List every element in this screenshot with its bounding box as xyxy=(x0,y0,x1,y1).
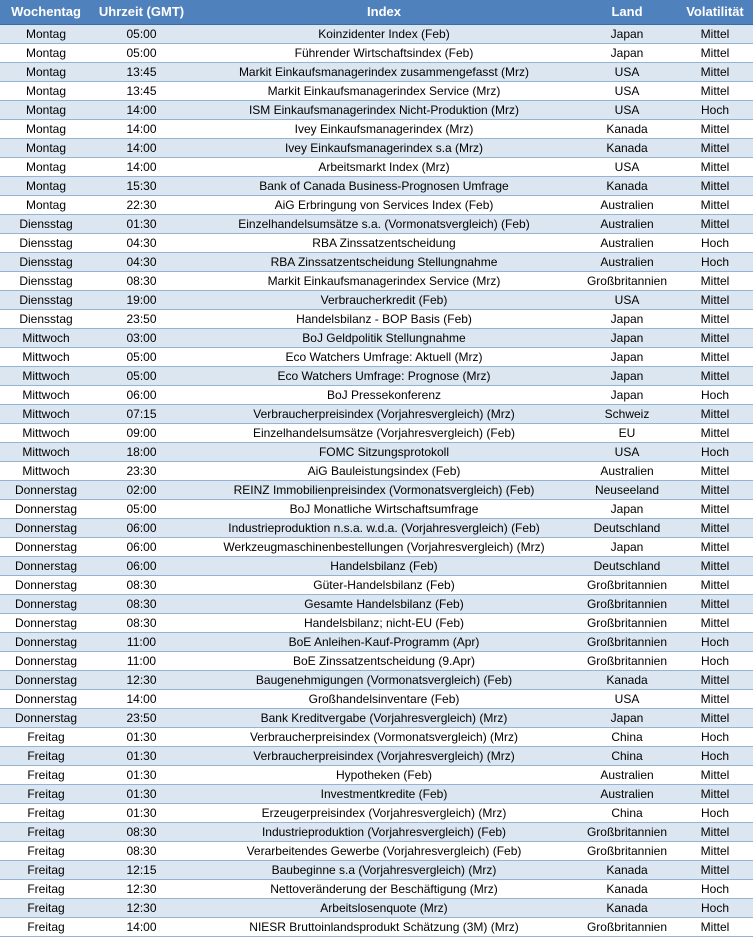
country-cell: Großbritannien xyxy=(577,822,677,841)
weekday-cell: Montag xyxy=(0,138,92,157)
weekday-cell: Montag xyxy=(0,81,92,100)
weekday-cell: Freitag xyxy=(0,803,92,822)
index-cell: Hypotheken (Feb) xyxy=(191,765,577,784)
index-cell: Gesamte Handelsbilanz (Feb) xyxy=(191,594,577,613)
index-cell: Bank Kreditvergabe (Vorjahresvergleich) (Mrz) xyxy=(191,708,577,727)
volatility-cell: Mittel xyxy=(677,841,753,860)
time-cell: 06:00 xyxy=(92,518,191,537)
time-cell: 11:00 xyxy=(92,632,191,651)
volatility-cell: Mittel xyxy=(677,556,753,575)
table-row xyxy=(0,803,753,822)
time-cell: 15:30 xyxy=(92,176,191,195)
time-cell: 08:30 xyxy=(92,613,191,632)
volatility-cell: Hoch xyxy=(677,233,753,252)
time-cell: 19:00 xyxy=(92,290,191,309)
weekday-cell: Montag xyxy=(0,100,92,119)
weekday-cell: Diensstag xyxy=(0,233,92,252)
index-cell: Handelsbilanz (Feb) xyxy=(191,556,577,575)
index-cell: REINZ Immobilienpreisindex (Vormonatsvergleich) (Feb) xyxy=(191,480,577,499)
volatility-cell: Mittel xyxy=(677,119,753,138)
volatility-cell: Mittel xyxy=(677,708,753,727)
weekday-cell: Montag xyxy=(0,62,92,81)
index-cell: Investmentkredite (Feb) xyxy=(191,784,577,803)
weekday-cell: Donnerstag xyxy=(0,518,92,537)
country-cell: Neuseeland xyxy=(577,480,677,499)
weekday-cell: Donnerstag xyxy=(0,670,92,689)
index-cell: Markit Einkaufsmanagerindex Service (Mrz) xyxy=(191,271,577,290)
table-row xyxy=(0,214,753,233)
index-cell: Verbraucherkredit (Feb) xyxy=(191,290,577,309)
time-cell: 12:30 xyxy=(92,879,191,898)
index-cell: RBA Zinssatzentscheidung Stellungnahme xyxy=(191,252,577,271)
volatility-cell: Mittel xyxy=(677,347,753,366)
time-cell: 14:00 xyxy=(92,138,191,157)
country-cell: USA xyxy=(577,290,677,309)
index-cell: Industrieproduktion n.s.a. w.d.a. (Vorjahresvergleich) (Feb) xyxy=(191,518,577,537)
volatility-cell: Mittel xyxy=(677,480,753,499)
time-cell: 01:30 xyxy=(92,765,191,784)
weekday-cell: Mittwoch xyxy=(0,328,92,347)
time-cell: 12:15 xyxy=(92,860,191,879)
weekday-cell: Diensstag xyxy=(0,252,92,271)
index-cell: BoJ Monatliche Wirtschaftsumfrage xyxy=(191,499,577,518)
time-cell: 14:00 xyxy=(92,917,191,936)
index-cell: AiG Erbringung von Services Index (Feb) xyxy=(191,195,577,214)
volatility-cell: Mittel xyxy=(677,575,753,594)
country-cell: Kanada xyxy=(577,119,677,138)
volatility-cell: Hoch xyxy=(677,252,753,271)
country-cell: Japan xyxy=(577,499,677,518)
table-row xyxy=(0,24,753,43)
country-cell: Australien xyxy=(577,765,677,784)
header-index: Index xyxy=(191,0,577,24)
time-cell: 23:50 xyxy=(92,309,191,328)
time-cell: 03:00 xyxy=(92,328,191,347)
volatility-cell: Mittel xyxy=(677,423,753,442)
country-cell: Kanada xyxy=(577,670,677,689)
index-cell: Verbraucherpreisindex (Vormonatsvergleich) (Mrz) xyxy=(191,727,577,746)
country-cell: USA xyxy=(577,81,677,100)
weekday-cell: Mittwoch xyxy=(0,404,92,423)
country-cell: Großbritannien xyxy=(577,841,677,860)
volatility-cell: Mittel xyxy=(677,176,753,195)
index-cell: Verbraucherpreisindex (Vorjahresvergleich) (Mrz) xyxy=(191,746,577,765)
time-cell: 05:00 xyxy=(92,366,191,385)
time-cell: 13:45 xyxy=(92,62,191,81)
time-cell: 14:00 xyxy=(92,689,191,708)
index-cell: Baubeginne s.a (Vorjahresvergleich) (Mrz) xyxy=(191,860,577,879)
country-cell: EU xyxy=(577,423,677,442)
weekday-cell: Montag xyxy=(0,43,92,62)
index-cell: Verarbeitendes Gewerbe (Vorjahresvergleich) (Feb) xyxy=(191,841,577,860)
table-row xyxy=(0,328,753,347)
index-cell: Markit Einkaufsmanagerindex Service (Mrz) xyxy=(191,81,577,100)
weekday-cell: Montag xyxy=(0,24,92,43)
volatility-cell: Mittel xyxy=(677,81,753,100)
index-cell: FOMC Sitzungsprotokoll xyxy=(191,442,577,461)
volatility-cell: Mittel xyxy=(677,328,753,347)
volatility-cell: Mittel xyxy=(677,290,753,309)
weekday-cell: Donnerstag xyxy=(0,689,92,708)
table-row xyxy=(0,689,753,708)
table-row xyxy=(0,100,753,119)
weekday-cell: Mittwoch xyxy=(0,347,92,366)
index-cell: BoE Zinssatzentscheidung (9.Apr) xyxy=(191,651,577,670)
country-cell: Kanada xyxy=(577,138,677,157)
country-cell: Japan xyxy=(577,366,677,385)
index-cell: RBA Zinssatzentscheidung xyxy=(191,233,577,252)
table-row xyxy=(0,613,753,632)
table-row xyxy=(0,480,753,499)
volatility-cell: Mittel xyxy=(677,43,753,62)
country-cell: Japan xyxy=(577,328,677,347)
time-cell: 06:00 xyxy=(92,385,191,404)
volatility-cell: Mittel xyxy=(677,138,753,157)
table-row xyxy=(0,271,753,290)
volatility-cell: Mittel xyxy=(677,822,753,841)
country-cell: Japan xyxy=(577,309,677,328)
index-cell: Markit Einkaufsmanagerindex zusammengefasst (Mrz) xyxy=(191,62,577,81)
time-cell: 14:00 xyxy=(92,100,191,119)
time-cell: 06:00 xyxy=(92,556,191,575)
table-row xyxy=(0,461,753,480)
weekday-cell: Donnerstag xyxy=(0,632,92,651)
country-cell: Australien xyxy=(577,252,677,271)
volatility-cell: Mittel xyxy=(677,917,753,936)
index-cell: Einzelhandelsumsätze (Vorjahresvergleich) (Feb) xyxy=(191,423,577,442)
header-time-gmt: Uhrzeit (GMT) xyxy=(92,0,191,24)
weekday-cell: Mittwoch xyxy=(0,461,92,480)
country-cell: USA xyxy=(577,62,677,81)
table-row xyxy=(0,917,753,936)
index-cell: Eco Watchers Umfrage: Aktuell (Mrz) xyxy=(191,347,577,366)
country-cell: USA xyxy=(577,442,677,461)
volatility-cell: Mittel xyxy=(677,195,753,214)
table-row xyxy=(0,81,753,100)
volatility-cell: Mittel xyxy=(677,518,753,537)
country-cell: Großbritannien xyxy=(577,651,677,670)
time-cell: 12:30 xyxy=(92,898,191,917)
time-cell: 13:45 xyxy=(92,81,191,100)
time-cell: 05:00 xyxy=(92,347,191,366)
table-row xyxy=(0,385,753,404)
index-cell: BoJ Geldpolitik Stellungnahme xyxy=(191,328,577,347)
weekday-cell: Freitag xyxy=(0,822,92,841)
volatility-cell: Hoch xyxy=(677,803,753,822)
index-cell: Arbeitslosenquote (Mrz) xyxy=(191,898,577,917)
time-cell: 08:30 xyxy=(92,575,191,594)
index-cell: BoJ Pressekonferenz xyxy=(191,385,577,404)
table-row xyxy=(0,157,753,176)
table-row xyxy=(0,62,753,81)
time-cell: 12:30 xyxy=(92,670,191,689)
volatility-cell: Hoch xyxy=(677,632,753,651)
weekday-cell: Montag xyxy=(0,195,92,214)
time-cell: 01:30 xyxy=(92,727,191,746)
table-row xyxy=(0,366,753,385)
time-cell: 05:00 xyxy=(92,24,191,43)
volatility-cell: Mittel xyxy=(677,214,753,233)
volatility-cell: Mittel xyxy=(677,499,753,518)
index-cell: Verbraucherpreisindex (Vorjahresvergleich) (Mrz) xyxy=(191,404,577,423)
table-body xyxy=(0,24,753,936)
index-cell: Großhandelsinventare (Feb) xyxy=(191,689,577,708)
time-cell: 22:30 xyxy=(92,195,191,214)
table-row xyxy=(0,784,753,803)
table-row xyxy=(0,404,753,423)
country-cell: Japan xyxy=(577,385,677,404)
table-row xyxy=(0,176,753,195)
index-cell: Führender Wirtschaftsindex (Feb) xyxy=(191,43,577,62)
country-cell: Deutschland xyxy=(577,518,677,537)
weekday-cell: Donnerstag xyxy=(0,480,92,499)
weekday-cell: Diensstag xyxy=(0,290,92,309)
volatility-cell: Hoch xyxy=(677,727,753,746)
index-cell: Erzeugerpreisindex (Vorjahresvergleich) (Mrz) xyxy=(191,803,577,822)
table-row xyxy=(0,423,753,442)
weekday-cell: Mittwoch xyxy=(0,385,92,404)
table-row xyxy=(0,670,753,689)
country-cell: Japan xyxy=(577,24,677,43)
weekday-cell: Donnerstag xyxy=(0,556,92,575)
table-row xyxy=(0,822,753,841)
table-header xyxy=(0,0,753,24)
country-cell: China xyxy=(577,727,677,746)
index-cell: Handelsbilanz; nicht-EU (Feb) xyxy=(191,613,577,632)
weekday-cell: Freitag xyxy=(0,917,92,936)
table-row xyxy=(0,651,753,670)
weekday-cell: Freitag xyxy=(0,784,92,803)
index-cell: Eco Watchers Umfrage: Prognose (Mrz) xyxy=(191,366,577,385)
weekday-cell: Donnerstag xyxy=(0,708,92,727)
weekday-cell: Freitag xyxy=(0,860,92,879)
table-row xyxy=(0,860,753,879)
volatility-cell: Hoch xyxy=(677,746,753,765)
table-row xyxy=(0,309,753,328)
table-row xyxy=(0,594,753,613)
index-cell: Bank of Canada Business-Prognosen Umfrage xyxy=(191,176,577,195)
time-cell: 08:30 xyxy=(92,594,191,613)
table-row xyxy=(0,898,753,917)
country-cell: Kanada xyxy=(577,860,677,879)
weekday-cell: Mittwoch xyxy=(0,423,92,442)
table-row xyxy=(0,119,753,138)
table-row xyxy=(0,575,753,594)
weekday-cell: Freitag xyxy=(0,841,92,860)
country-cell: Japan xyxy=(577,708,677,727)
time-cell: 14:00 xyxy=(92,157,191,176)
index-cell: ISM Einkaufsmanagerindex Nicht-Produktion (Mrz) xyxy=(191,100,577,119)
time-cell: 18:00 xyxy=(92,442,191,461)
time-cell: 23:50 xyxy=(92,708,191,727)
time-cell: 01:30 xyxy=(92,803,191,822)
time-cell: 04:30 xyxy=(92,233,191,252)
weekday-cell: Diensstag xyxy=(0,214,92,233)
country-cell: Australien xyxy=(577,195,677,214)
volatility-cell: Hoch xyxy=(677,651,753,670)
table-row xyxy=(0,537,753,556)
index-cell: Koinzidenter Index (Feb) xyxy=(191,24,577,43)
table-row xyxy=(0,746,753,765)
volatility-cell: Mittel xyxy=(677,157,753,176)
time-cell: 05:00 xyxy=(92,43,191,62)
index-cell: BoE Anleihen-Kauf-Programm (Apr) xyxy=(191,632,577,651)
table-row xyxy=(0,727,753,746)
table-row xyxy=(0,556,753,575)
country-cell: Großbritannien xyxy=(577,594,677,613)
volatility-cell: Mittel xyxy=(677,613,753,632)
weekday-cell: Diensstag xyxy=(0,271,92,290)
header-country: Land xyxy=(577,0,677,24)
country-cell: Kanada xyxy=(577,879,677,898)
weekday-cell: Montag xyxy=(0,157,92,176)
country-cell: Japan xyxy=(577,43,677,62)
index-cell: AiG Bauleistungsindex (Feb) xyxy=(191,461,577,480)
time-cell: 09:00 xyxy=(92,423,191,442)
country-cell: USA xyxy=(577,689,677,708)
time-cell: 04:30 xyxy=(92,252,191,271)
time-cell: 14:00 xyxy=(92,119,191,138)
table-row xyxy=(0,499,753,518)
volatility-cell: Mittel xyxy=(677,594,753,613)
country-cell: Kanada xyxy=(577,176,677,195)
volatility-cell: Hoch xyxy=(677,442,753,461)
table-row xyxy=(0,632,753,651)
weekday-cell: Diensstag xyxy=(0,309,92,328)
country-cell: Großbritannien xyxy=(577,632,677,651)
table-row xyxy=(0,347,753,366)
volatility-cell: Mittel xyxy=(677,784,753,803)
country-cell: Deutschland xyxy=(577,556,677,575)
volatility-cell: Mittel xyxy=(677,765,753,784)
table-row xyxy=(0,43,753,62)
index-cell: Ivey Einkaufsmanagerindex s.a (Mrz) xyxy=(191,138,577,157)
table-row xyxy=(0,765,753,784)
country-cell: USA xyxy=(577,157,677,176)
volatility-cell: Mittel xyxy=(677,404,753,423)
header-weekday: Wochentag xyxy=(0,0,92,24)
volatility-cell: Hoch xyxy=(677,898,753,917)
index-cell: Ivey Einkaufsmanagerindex (Mrz) xyxy=(191,119,577,138)
index-cell: Arbeitsmarkt Index (Mrz) xyxy=(191,157,577,176)
country-cell: Großbritannien xyxy=(577,613,677,632)
index-cell: Einzelhandelsumsätze s.a. (Vormonatsvergleich) (Feb) xyxy=(191,214,577,233)
index-cell: Baugenehmigungen (Vormonatsvergleich) (Feb) xyxy=(191,670,577,689)
weekday-cell: Donnerstag xyxy=(0,499,92,518)
table-row xyxy=(0,290,753,309)
volatility-cell: Hoch xyxy=(677,385,753,404)
country-cell: Kanada xyxy=(577,898,677,917)
weekday-cell: Montag xyxy=(0,176,92,195)
table-row xyxy=(0,841,753,860)
weekday-cell: Montag xyxy=(0,119,92,138)
volatility-cell: Mittel xyxy=(677,670,753,689)
time-cell: 01:30 xyxy=(92,214,191,233)
table-row xyxy=(0,138,753,157)
country-cell: Australien xyxy=(577,461,677,480)
weekday-cell: Freitag xyxy=(0,879,92,898)
country-cell: USA xyxy=(577,100,677,119)
country-cell: Japan xyxy=(577,537,677,556)
time-cell: 02:00 xyxy=(92,480,191,499)
time-cell: 07:15 xyxy=(92,404,191,423)
table-row xyxy=(0,708,753,727)
country-cell: Japan xyxy=(577,347,677,366)
time-cell: 01:30 xyxy=(92,784,191,803)
weekday-cell: Donnerstag xyxy=(0,651,92,670)
weekday-cell: Donnerstag xyxy=(0,575,92,594)
volatility-cell: Mittel xyxy=(677,461,753,480)
country-cell: Australien xyxy=(577,784,677,803)
table-row xyxy=(0,233,753,252)
weekday-cell: Freitag xyxy=(0,746,92,765)
volatility-cell: Hoch xyxy=(677,100,753,119)
weekday-cell: Donnerstag xyxy=(0,537,92,556)
weekday-cell: Donnerstag xyxy=(0,613,92,632)
time-cell: 11:00 xyxy=(92,651,191,670)
index-cell: Werkzeugmaschinenbestellungen (Vorjahresvergleich) (Mrz) xyxy=(191,537,577,556)
country-cell: Schweiz xyxy=(577,404,677,423)
time-cell: 23:30 xyxy=(92,461,191,480)
volatility-cell: Mittel xyxy=(677,537,753,556)
country-cell: Großbritannien xyxy=(577,575,677,594)
weekday-cell: Freitag xyxy=(0,765,92,784)
country-cell: Australien xyxy=(577,214,677,233)
header-volatility: Volatilität xyxy=(677,0,753,24)
volatility-cell: Mittel xyxy=(677,24,753,43)
volatility-cell: Mittel xyxy=(677,271,753,290)
time-cell: 08:30 xyxy=(92,271,191,290)
header-row xyxy=(0,0,753,24)
time-cell: 08:30 xyxy=(92,822,191,841)
time-cell: 05:00 xyxy=(92,499,191,518)
index-cell: Industrieproduktion (Vorjahresvergleich) (Feb) xyxy=(191,822,577,841)
time-cell: 01:30 xyxy=(92,746,191,765)
country-cell: Großbritannien xyxy=(577,917,677,936)
volatility-cell: Mittel xyxy=(677,689,753,708)
volatility-cell: Mittel xyxy=(677,366,753,385)
weekday-cell: Freitag xyxy=(0,727,92,746)
volatility-cell: Mittel xyxy=(677,860,753,879)
index-cell: Handelsbilanz - BOP Basis (Feb) xyxy=(191,309,577,328)
volatility-cell: Hoch xyxy=(677,879,753,898)
table-row xyxy=(0,879,753,898)
country-cell: China xyxy=(577,746,677,765)
country-cell: Australien xyxy=(577,233,677,252)
table-row xyxy=(0,442,753,461)
time-cell: 06:00 xyxy=(92,537,191,556)
weekday-cell: Freitag xyxy=(0,898,92,917)
volatility-cell: Mittel xyxy=(677,62,753,81)
table-row xyxy=(0,252,753,271)
table-row xyxy=(0,195,753,214)
country-cell: China xyxy=(577,803,677,822)
time-cell: 08:30 xyxy=(92,841,191,860)
index-cell: Nettoveränderung der Beschäftigung (Mrz) xyxy=(191,879,577,898)
volatility-cell: Mittel xyxy=(677,309,753,328)
weekday-cell: Donnerstag xyxy=(0,594,92,613)
weekday-cell: Mittwoch xyxy=(0,366,92,385)
country-cell: Großbritannien xyxy=(577,271,677,290)
index-cell: NIESR Bruttoinlandsprodukt Schätzung (3M) (Mrz) xyxy=(191,917,577,936)
weekday-cell: Mittwoch xyxy=(0,442,92,461)
table-row xyxy=(0,518,753,537)
index-cell: Güter-Handelsbilanz (Feb) xyxy=(191,575,577,594)
